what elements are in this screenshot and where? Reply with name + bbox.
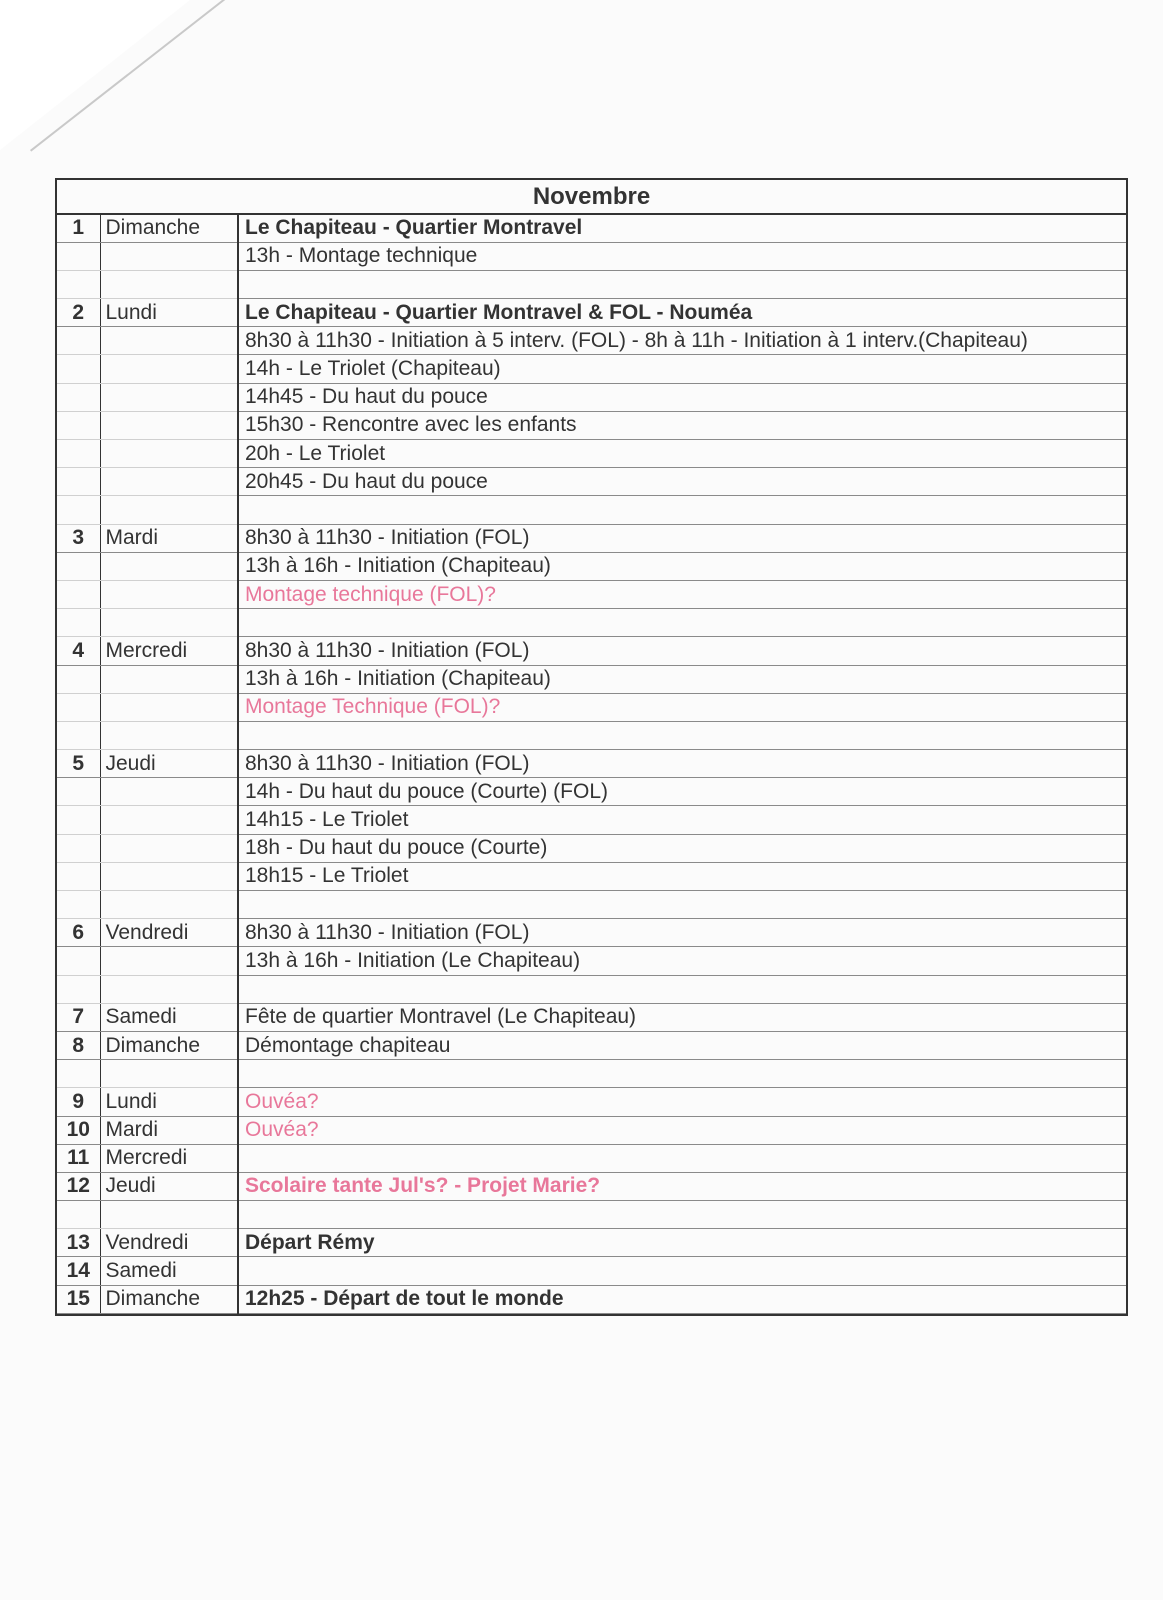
day-name: Jeudi <box>100 1172 238 1200</box>
day-name: Lundi <box>100 1088 238 1116</box>
day-name: Mercredi <box>100 1144 238 1172</box>
event-text <box>238 270 1126 298</box>
day-number <box>57 411 100 439</box>
event-text: Ouvéa? <box>238 1088 1126 1116</box>
table-row <box>57 242 1126 270</box>
day-name: Mercredi <box>100 637 238 665</box>
table-row <box>57 806 1126 834</box>
event-text <box>238 1060 1126 1088</box>
event-text <box>238 975 1126 1003</box>
table-row <box>57 524 1126 552</box>
folded-corner <box>0 0 190 150</box>
day-number <box>57 270 100 298</box>
day-number <box>57 693 100 721</box>
table-row <box>57 327 1126 355</box>
month-header-row <box>57 180 1126 214</box>
schedule-grid <box>57 180 1126 1314</box>
event-text: 20h - Le Triolet <box>238 440 1126 468</box>
table-row <box>57 693 1126 721</box>
table-row <box>57 750 1126 778</box>
table-row <box>57 496 1126 524</box>
day-name <box>100 806 238 834</box>
day-name <box>100 1201 238 1229</box>
table-row <box>57 778 1126 806</box>
day-number: 2 <box>57 299 100 327</box>
day-number <box>57 440 100 468</box>
event-text: 13h à 16h - Initiation (Chapiteau) <box>238 665 1126 693</box>
day-name <box>100 552 238 580</box>
day-name <box>100 665 238 693</box>
day-name <box>100 693 238 721</box>
day-name: Lundi <box>100 299 238 327</box>
table-row <box>57 947 1126 975</box>
day-number: 13 <box>57 1229 100 1257</box>
table-row <box>57 440 1126 468</box>
table-row <box>57 975 1126 1003</box>
day-name <box>100 411 238 439</box>
day-number: 11 <box>57 1144 100 1172</box>
event-text: Ouvéa? <box>238 1116 1126 1144</box>
day-number <box>57 665 100 693</box>
table-row <box>57 919 1126 947</box>
event-text: 14h - Du haut du pouce (Courte) (FOL) <box>238 778 1126 806</box>
day-number <box>57 609 100 637</box>
table-row <box>57 1088 1126 1116</box>
table-row <box>57 609 1126 637</box>
table-row <box>57 891 1126 919</box>
event-text: Le Chapiteau - Quartier Montravel <box>238 214 1126 242</box>
day-number <box>57 834 100 862</box>
event-text: Montage technique (FOL)? <box>238 580 1126 608</box>
event-text: 13h - Montage technique <box>238 242 1126 270</box>
day-number <box>57 778 100 806</box>
event-text <box>238 1257 1126 1285</box>
day-number <box>57 891 100 919</box>
day-name <box>100 496 238 524</box>
month-title: Novembre <box>57 180 1126 214</box>
day-name: Samedi <box>100 1257 238 1285</box>
day-name: Dimanche <box>100 1285 238 1313</box>
day-name <box>100 383 238 411</box>
day-name <box>100 975 238 1003</box>
day-name <box>100 355 238 383</box>
event-text <box>238 891 1126 919</box>
day-name: Jeudi <box>100 750 238 778</box>
day-name <box>100 270 238 298</box>
day-name <box>100 609 238 637</box>
table-row <box>57 1031 1126 1059</box>
event-text <box>238 1201 1126 1229</box>
event-text: Démontage chapiteau <box>238 1031 1126 1059</box>
day-number: 7 <box>57 1003 100 1031</box>
table-row <box>57 665 1126 693</box>
table-row <box>57 411 1126 439</box>
day-number: 9 <box>57 1088 100 1116</box>
day-number <box>57 552 100 580</box>
event-text: Le Chapiteau - Quartier Montravel & FOL - Nouméa <box>238 299 1126 327</box>
event-text: 18h15 - Le Triolet <box>238 862 1126 890</box>
day-number <box>57 580 100 608</box>
day-number: 12 <box>57 1172 100 1200</box>
table-row <box>57 214 1126 242</box>
event-text: 8h30 à 11h30 - Initiation (FOL) <box>238 919 1126 947</box>
table-row <box>57 1144 1126 1172</box>
event-text <box>238 609 1126 637</box>
table-row <box>57 1257 1126 1285</box>
event-text: 18h - Du haut du pouce (Courte) <box>238 834 1126 862</box>
day-name: Samedi <box>100 1003 238 1031</box>
day-number: 1 <box>57 214 100 242</box>
table-row <box>57 383 1126 411</box>
table-row <box>57 299 1126 327</box>
day-name: Dimanche <box>100 214 238 242</box>
table-row <box>57 834 1126 862</box>
event-text: 14h45 - Du haut du pouce <box>238 383 1126 411</box>
event-text: 20h45 - Du haut du pouce <box>238 468 1126 496</box>
table-row <box>57 1172 1126 1200</box>
day-number: 14 <box>57 1257 100 1285</box>
day-number <box>57 947 100 975</box>
event-text: 8h30 à 11h30 - Initiation (FOL) <box>238 524 1126 552</box>
event-text: 13h à 16h - Initiation (Chapiteau) <box>238 552 1126 580</box>
day-number <box>57 242 100 270</box>
schedule-body <box>57 214 1126 1313</box>
day-name <box>100 721 238 749</box>
table-row <box>57 468 1126 496</box>
table-row <box>57 862 1126 890</box>
day-name <box>100 778 238 806</box>
day-name <box>100 468 238 496</box>
table-row <box>57 637 1126 665</box>
table-row <box>57 1060 1126 1088</box>
day-number <box>57 383 100 411</box>
event-text: 12h25 - Départ de tout le monde <box>238 1285 1126 1313</box>
event-text: 14h - Le Triolet (Chapiteau) <box>238 355 1126 383</box>
day-name <box>100 580 238 608</box>
day-number: 3 <box>57 524 100 552</box>
day-number: 4 <box>57 637 100 665</box>
day-number: 10 <box>57 1116 100 1144</box>
table-row <box>57 355 1126 383</box>
table-row <box>57 270 1126 298</box>
event-text: Scolaire tante Jul's? - Projet Marie? <box>238 1172 1126 1200</box>
event-text: 8h30 à 11h30 - Initiation (FOL) <box>238 750 1126 778</box>
table-row <box>57 1285 1126 1313</box>
day-name: Mardi <box>100 524 238 552</box>
day-name <box>100 862 238 890</box>
table-row <box>57 1116 1126 1144</box>
day-number <box>57 468 100 496</box>
event-text: Départ Rémy <box>238 1229 1126 1257</box>
event-text: 13h à 16h - Initiation (Le Chapiteau) <box>238 947 1126 975</box>
day-name <box>100 327 238 355</box>
day-number: 5 <box>57 750 100 778</box>
day-number <box>57 496 100 524</box>
day-number <box>57 1201 100 1229</box>
day-name <box>100 834 238 862</box>
table-row <box>57 1003 1126 1031</box>
day-name <box>100 1060 238 1088</box>
event-text: Montage Technique (FOL)? <box>238 693 1126 721</box>
day-name: Vendredi <box>100 1229 238 1257</box>
table-row <box>57 1201 1126 1229</box>
schedule-table <box>55 178 1128 1316</box>
event-text <box>238 1144 1126 1172</box>
day-number <box>57 862 100 890</box>
event-text: 8h30 à 11h30 - Initiation à 5 interv. (FOL) - 8h à 11h - Initiation à 1 interv.(Chapiteau) <box>238 327 1126 355</box>
day-name: Dimanche <box>100 1031 238 1059</box>
table-row <box>57 552 1126 580</box>
day-name <box>100 242 238 270</box>
table-row <box>57 721 1126 749</box>
table-row <box>57 1229 1126 1257</box>
event-text: 8h30 à 11h30 - Initiation (FOL) <box>238 637 1126 665</box>
day-name <box>100 891 238 919</box>
day-number: 6 <box>57 919 100 947</box>
day-name: Mardi <box>100 1116 238 1144</box>
day-number <box>57 355 100 383</box>
day-name <box>100 440 238 468</box>
day-number <box>57 975 100 1003</box>
day-name <box>100 947 238 975</box>
day-name: Vendredi <box>100 919 238 947</box>
day-number <box>57 721 100 749</box>
day-number <box>57 1060 100 1088</box>
day-number <box>57 806 100 834</box>
table-row <box>57 580 1126 608</box>
event-text: 14h15 - Le Triolet <box>238 806 1126 834</box>
event-text <box>238 496 1126 524</box>
event-text <box>238 721 1126 749</box>
day-number: 15 <box>57 1285 100 1313</box>
day-number <box>57 327 100 355</box>
day-number: 8 <box>57 1031 100 1059</box>
event-text: Fête de quartier Montravel (Le Chapiteau) <box>238 1003 1126 1031</box>
event-text: 15h30 - Rencontre avec les enfants <box>238 411 1126 439</box>
